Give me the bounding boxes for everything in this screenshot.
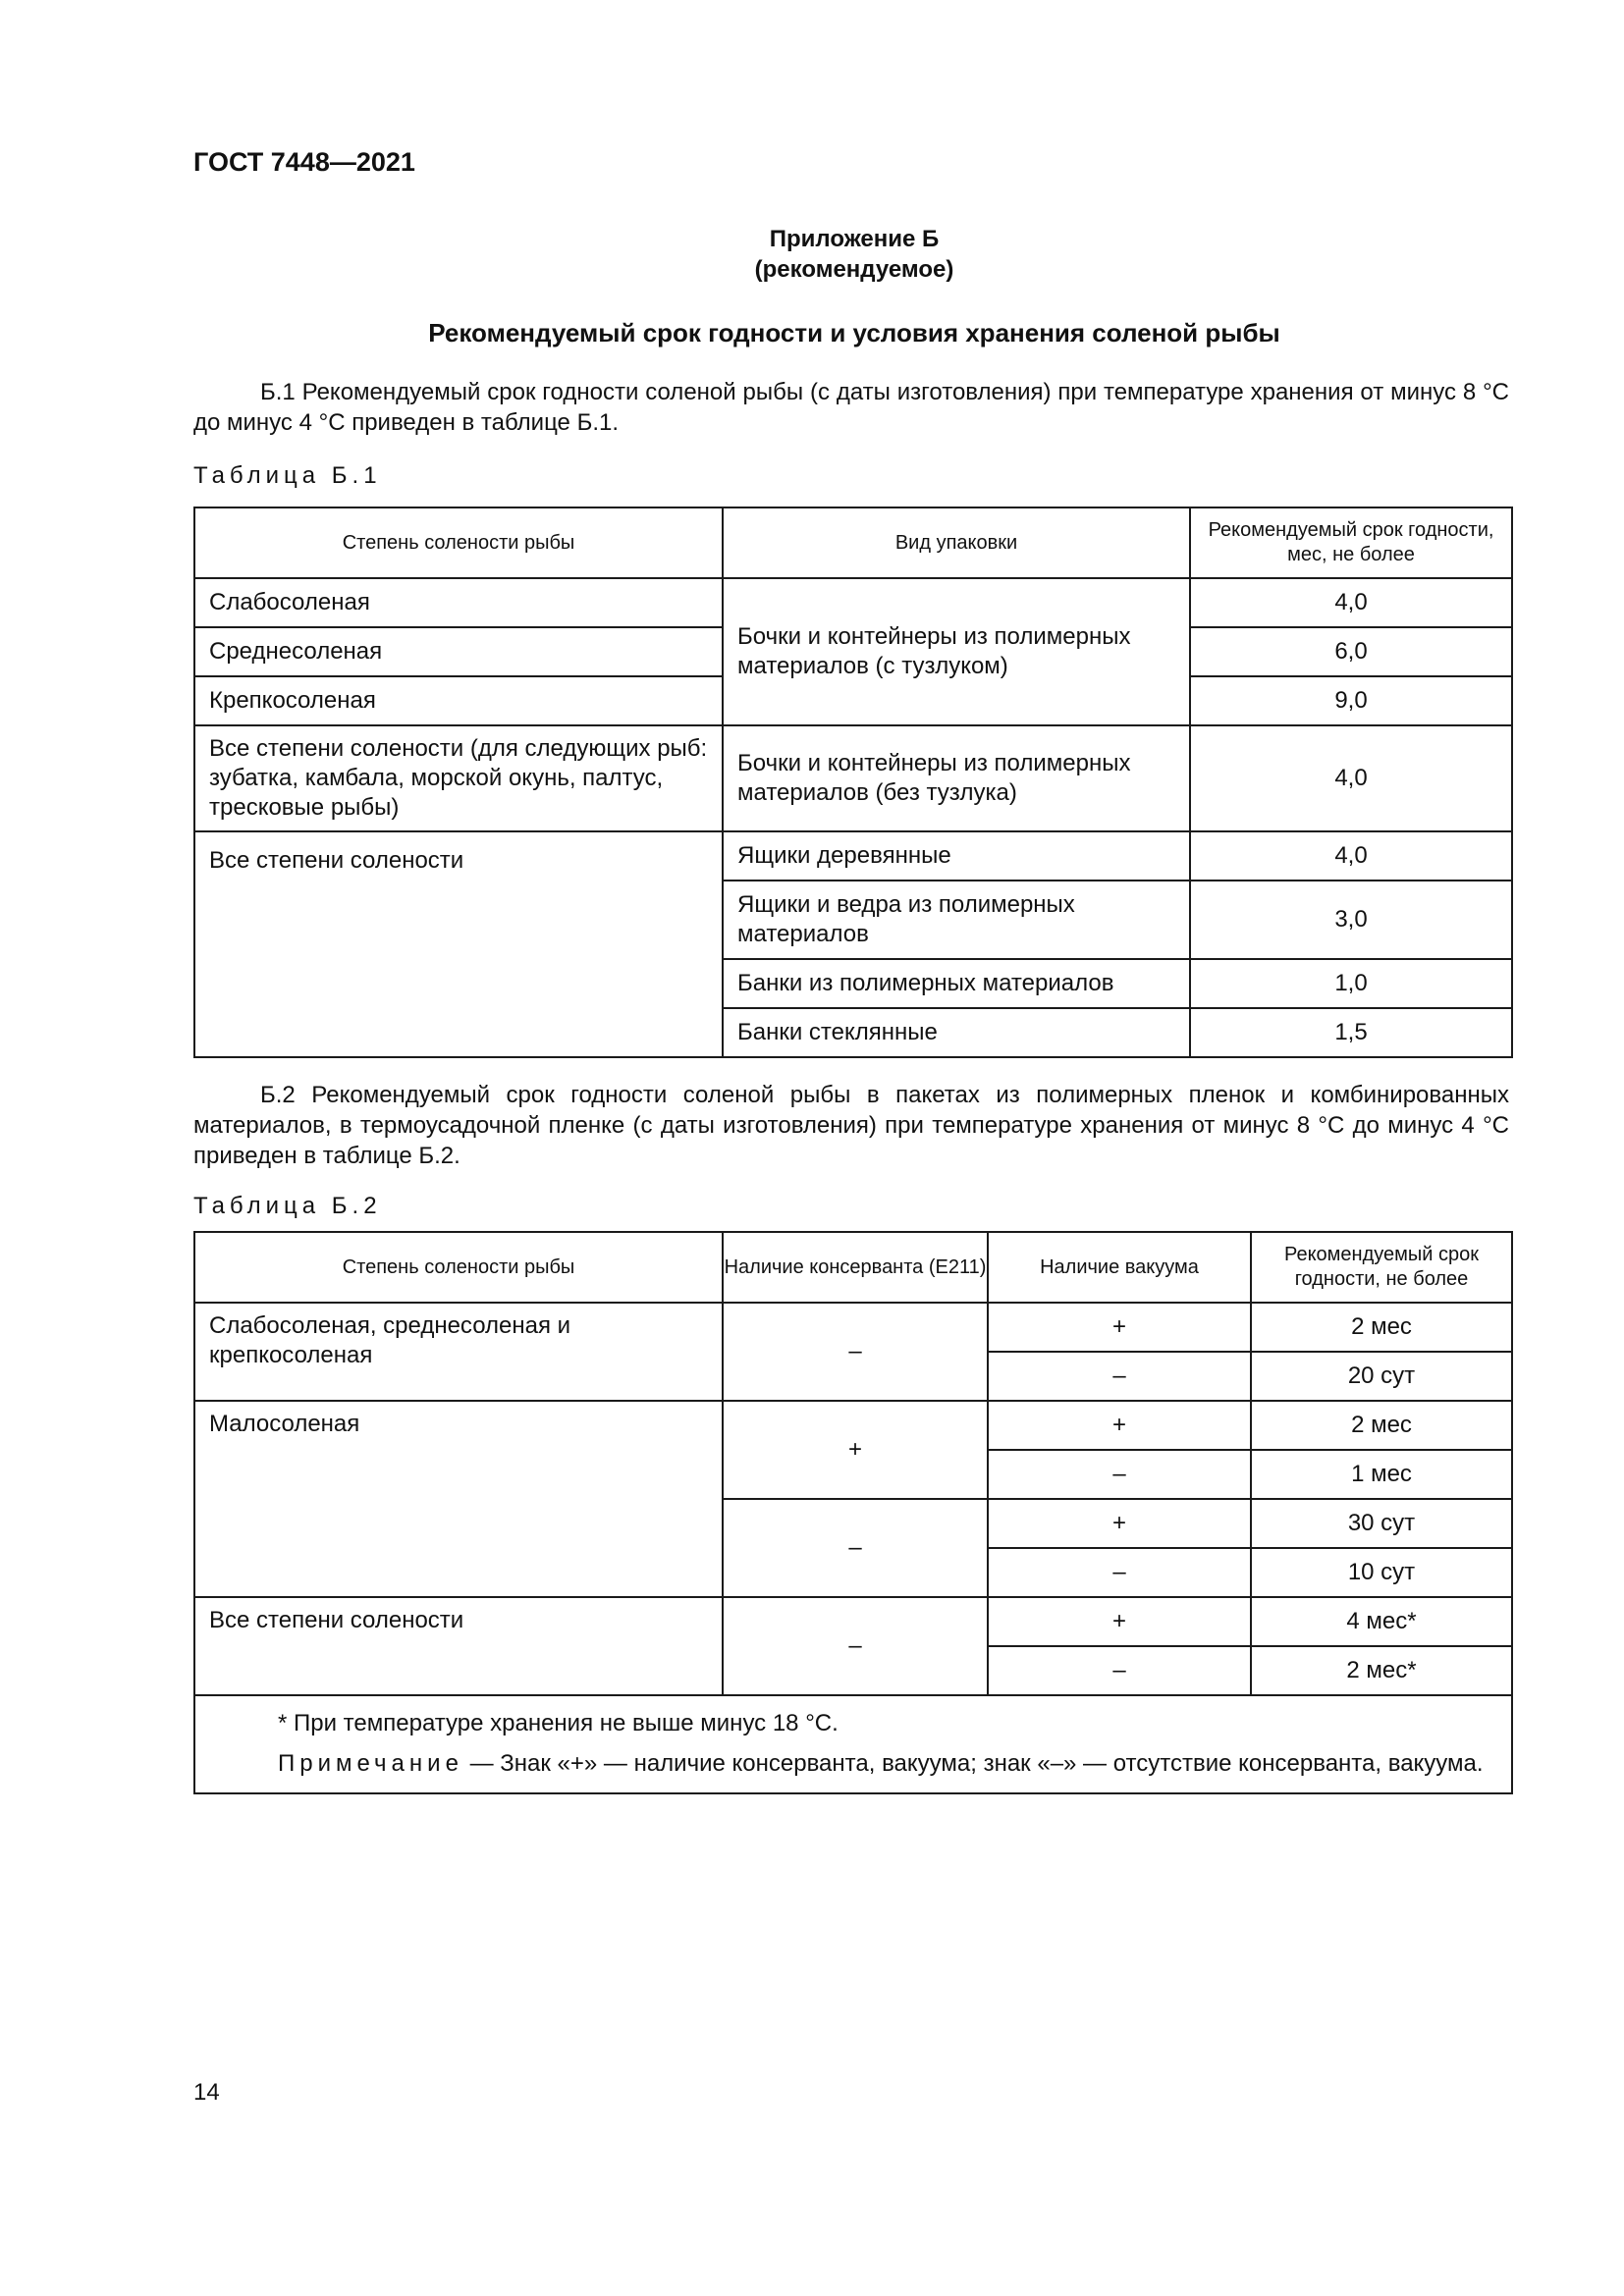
table-cell: 4 мес*: [1251, 1597, 1512, 1646]
table-cell: +: [988, 1499, 1251, 1548]
table-header-cell: Наличие консерванта (Е211): [723, 1232, 988, 1303]
annex-heading: Рекомендуемый срок годности и условия хранения соленой рыбы: [428, 318, 1280, 347]
table-header-cell: Наличие вакуума: [988, 1232, 1251, 1303]
page-number: 14: [193, 2079, 220, 2106]
document-code: ГОСТ 7448—2021: [193, 147, 415, 177]
table-cell: Все степени солености: [194, 831, 723, 1057]
table-cell: Малосоленая: [194, 1401, 723, 1597]
table-note: [194, 1695, 1512, 1793]
annex-status: (рекомендуемое): [754, 256, 954, 283]
note-label: Примечание: [278, 1750, 463, 1777]
table-cell: Все степени солености: [194, 1597, 723, 1695]
paragraph-b1: [193, 377, 1509, 438]
table-cell: 2 мес: [1251, 1401, 1512, 1450]
table-cell: Бочки и контейнеры из полимерных материалов (с тузлуком): [723, 578, 1190, 725]
table2-caption: Таблица Б.2: [193, 1193, 382, 1219]
table-cell: Крепкосоленая: [194, 676, 723, 725]
table-header-cell: Рекомендуемый срок годности, мес, не более: [1190, 507, 1512, 578]
table-cell: 1 мес: [1251, 1450, 1512, 1499]
paragraph-b2: [193, 1080, 1509, 1171]
table-cell: Слабосоленая, среднесоленая и крепкосоленая: [194, 1303, 723, 1401]
table-remark: [209, 1748, 1493, 1779]
table-cell: –: [723, 1499, 988, 1597]
table-cell: 4,0: [1190, 578, 1512, 627]
table-cell: Все степени солености (для следующих рыб: зубатка, камбала, морской окунь, палтус, тресковые рыбы): [194, 725, 723, 831]
table-header-cell: Степень солености рыбы: [194, 507, 723, 578]
table-row: [194, 578, 1512, 627]
table-footnote: * При температуре хранения не выше минус 18 °С.: [278, 1710, 839, 1736]
table-cell: –: [988, 1548, 1251, 1597]
table-cell: Слабосоленая: [194, 578, 723, 627]
note-text: — Знак «+» — наличие консерванта, вакуума; знак «–» — отсутствие консерванта, вакуума.: [462, 1750, 1484, 1777]
table-cell: +: [988, 1303, 1251, 1352]
table-row: [194, 725, 1512, 831]
table-cell: Ящики и ведра из полимерных материалов: [723, 881, 1190, 959]
table-cell: 10 сут: [1251, 1548, 1512, 1597]
table-cell: Бочки и контейнеры из полимерных материалов (без тузлука): [723, 725, 1190, 831]
table-row: [194, 1303, 1512, 1352]
table-cell: –: [723, 1303, 988, 1401]
table-cell: Банки стеклянные: [723, 1008, 1190, 1057]
table-cell: +: [988, 1401, 1251, 1450]
table-b2: [193, 1231, 1513, 1794]
table-cell: –: [988, 1352, 1251, 1401]
table-note-row: [194, 1695, 1512, 1793]
table-cell: 4,0: [1190, 831, 1512, 881]
table-cell: 2 мес*: [1251, 1646, 1512, 1695]
table-cell: 3,0: [1190, 881, 1512, 959]
table-header-cell: Вид упаковки: [723, 507, 1190, 578]
table-cell: Ящики деревянные: [723, 831, 1190, 881]
table1-caption: Таблица Б.1: [193, 462, 382, 489]
table-cell: 9,0: [1190, 676, 1512, 725]
table-cell: –: [988, 1450, 1251, 1499]
table-cell: +: [723, 1401, 988, 1499]
table-cell: –: [723, 1597, 988, 1695]
table-row: [194, 1401, 1512, 1450]
table-cell: Банки из полимерных материалов: [723, 959, 1190, 1008]
table-b1: [193, 507, 1513, 1058]
annex-title: Приложение Б: [769, 226, 940, 252]
table-cell: 1,0: [1190, 959, 1512, 1008]
table-cell: +: [988, 1597, 1251, 1646]
paragraph-b1-text: Б.1 Рекомендуемый срок годности соленой рыбы (с даты изготовления) при температуре хранения от минус 8 °С до минус 4 °С приведен в таблице Б.1.: [193, 379, 1509, 436]
table-header-row: [194, 507, 1512, 578]
table-cell: 4,0: [1190, 725, 1512, 831]
table-header-cell: Рекомендуемый срок годности, не более: [1251, 1232, 1512, 1303]
table-cell: Среднесоленая: [194, 627, 723, 676]
table-cell: 1,5: [1190, 1008, 1512, 1057]
paragraph-b2-text: Б.2 Рекомендуемый срок годности соленой рыбы в пакетах из полимерных пленок и комбинированных материалов, в термоусадочной пленке (с даты изготовления) при температуре хранения от минус 8 °С до минус 4 °С приведен в таблице Б.2.: [193, 1082, 1509, 1169]
table-cell: 2 мес: [1251, 1303, 1512, 1352]
table-row: [194, 831, 1512, 881]
table-row: [194, 1597, 1512, 1646]
table-cell: 30 сут: [1251, 1499, 1512, 1548]
table-header-cell: Степень солености рыбы: [194, 1232, 723, 1303]
table-cell: 20 сут: [1251, 1352, 1512, 1401]
table-header-row: [194, 1232, 1512, 1303]
table-cell: –: [988, 1646, 1251, 1695]
table-cell: 6,0: [1190, 627, 1512, 676]
